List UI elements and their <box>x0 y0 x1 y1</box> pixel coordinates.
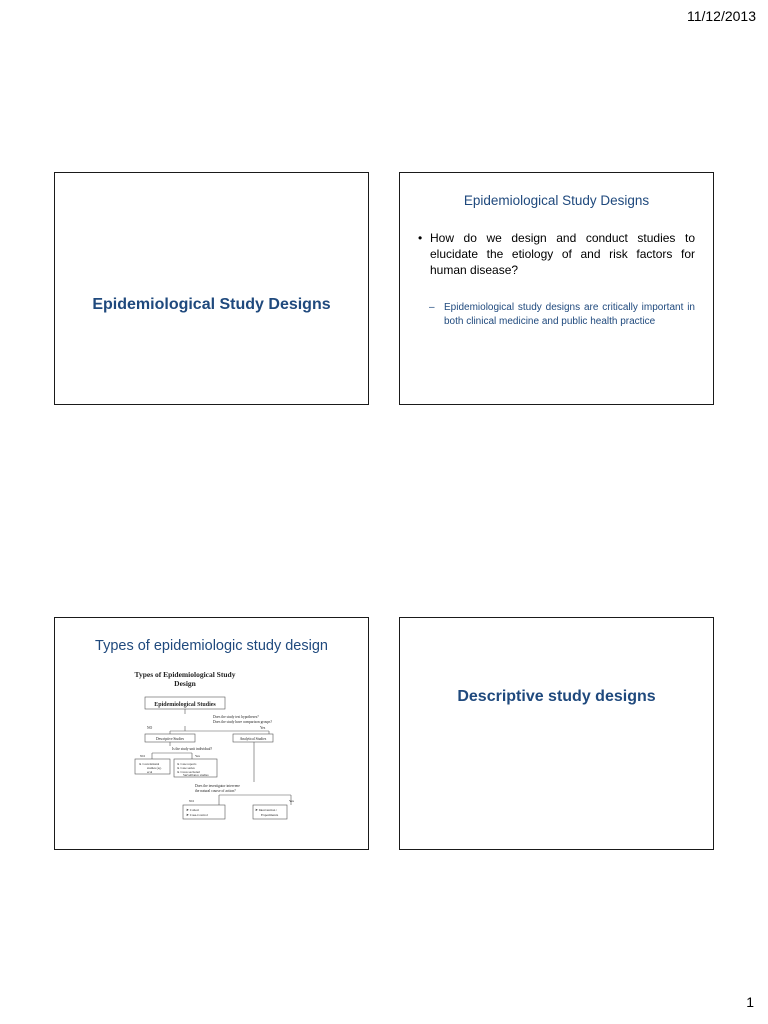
slide-3 <box>54 617 369 850</box>
print-date: 11/12/2013 <box>686 8 756 24</box>
no-label: NO <box>189 799 194 803</box>
page-number: 1 <box>746 994 754 1010</box>
list-item: ➤ Case-Control <box>186 813 208 817</box>
question-1-line-2: Does the study have comparison groups? <box>213 720 272 724</box>
study-design-diagram <box>55 618 367 848</box>
list-item: studies (eg. <box>147 766 162 770</box>
slide-title: Epidemiological Study Designs <box>463 193 650 208</box>
list-item: ➤ Cohort <box>186 808 200 812</box>
bullet-text: How do we design and conduct studies to elucidate the etiology of and risk factors for human disease? <box>430 231 695 277</box>
yes-label: Yes <box>195 754 200 758</box>
bullet-point <box>418 230 695 278</box>
list-item: Experiments <box>261 813 279 817</box>
sub-bullet-point <box>429 301 695 329</box>
list-item: ecol <box>147 770 153 774</box>
list-item: ➤ Case series <box>177 766 195 770</box>
bullet-dot-icon: • <box>418 231 423 245</box>
diagram-heading-line-2: Design <box>174 679 196 688</box>
question-3-line-2: the natural course of action? <box>195 789 236 793</box>
no-label: NO <box>140 754 145 758</box>
slide-title: Epidemiological Study Designs <box>92 296 331 313</box>
question-2: Is the study unit individual? <box>172 747 213 751</box>
descriptive-label: Descriptive Studies <box>155 737 185 741</box>
question-3-line-1: Does the investigator intervene <box>195 784 240 788</box>
analytical-label: Analytical Studies <box>239 737 267 741</box>
list-item: ➤ Intervention / <box>255 808 278 812</box>
list-item: Surveillance studies <box>183 773 209 777</box>
slide-2 <box>399 172 714 405</box>
list-item: ➤ Case reports <box>177 762 197 766</box>
slide-title: Types of epidemiologic study design <box>95 638 328 654</box>
slide-1 <box>54 172 369 405</box>
yes-label: Yes <box>289 799 294 803</box>
dash-icon: – <box>429 302 435 313</box>
root-label: Epidemiological Studies <box>154 702 216 708</box>
yes-label: Yes <box>260 726 266 730</box>
sub-bullet-text: Epidemiological study designs are critically important in both clinical medicine and public health practice <box>444 302 695 327</box>
diagram-heading-line-1: Types of Epidemiological Study <box>134 670 236 679</box>
list-item: ➤ Cross sectional <box>177 770 200 774</box>
no-label: NO <box>147 726 153 730</box>
list-item: ➤ Correlational <box>139 762 160 766</box>
question-1-line-1: Does the study test hypotheses? <box>213 715 259 719</box>
slide-title: Descriptive study designs <box>457 688 656 705</box>
slide-4 <box>399 617 714 850</box>
